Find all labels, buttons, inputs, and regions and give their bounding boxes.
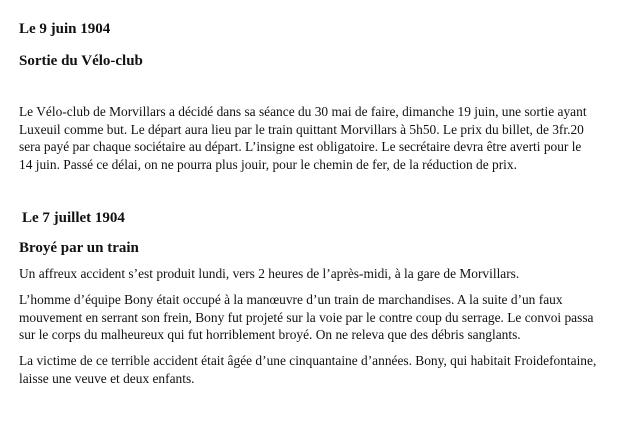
paragraph-line: laisse une veuve et deux enfants. — [19, 370, 195, 386]
paragraph-line: mouvement en serrant son frein, Bony fut projeté sur la voie par le contre coup du serrage. Le convoi passa — [19, 309, 594, 325]
paragraph-line: Luxeuil comme but. Le départ aura lieu par le train quittant Morvillars à 5h50. Le prix du billet, de 3fr.20 — [19, 121, 584, 137]
article-1-paragraph-1 — [19, 103, 609, 173]
article-2-paragraph-1 — [19, 265, 609, 283]
paragraph-line: sera payé par chaque sociétaire au départ. L’insigne est obligatoire. Le secrétaire devra être averti pour le — [19, 139, 582, 154]
article-2-paragraph-2 — [19, 291, 609, 344]
article-2-title: Broyé par un train — [19, 240, 139, 256]
article-2-paragraph-3 — [19, 352, 609, 387]
paragraph-line: L’homme d’équipe Bony était occupé à la manœuvre d’un train de marchandises. A la suite d’un faux — [19, 292, 563, 307]
paragraph-line: La victime de ce terrible accident était âgée d’une cinquantaine d’années. Bony, qui habitait Froidefontaine, — [19, 353, 597, 368]
paragraph-line: Un affreux accident s’est produit lundi, vers 2 heures de l’après-midi, à la gare de Morvillars. — [19, 266, 520, 281]
article-1-date: Le 9 juin 1904 — [19, 21, 111, 37]
paragraph-line: Le Vélo-club de Morvillars a décidé dans sa séance du 30 mai de faire, dimanche 19 juin, une sortie ayant — [19, 104, 587, 119]
paragraph-line: sur le corps du malheureux qui fut horriblement broyé. On ne releva que des débris sanglants. — [19, 327, 521, 342]
article-1-title: Sortie du Vélo-club — [19, 53, 143, 69]
article-2-date: Le 7 juillet 1904 — [22, 210, 125, 226]
paragraph-line: 14 juin. Passé ce délai, on ne pourra plus jouir, pour le chemin de fer, de la réduction de prix. — [19, 156, 517, 172]
